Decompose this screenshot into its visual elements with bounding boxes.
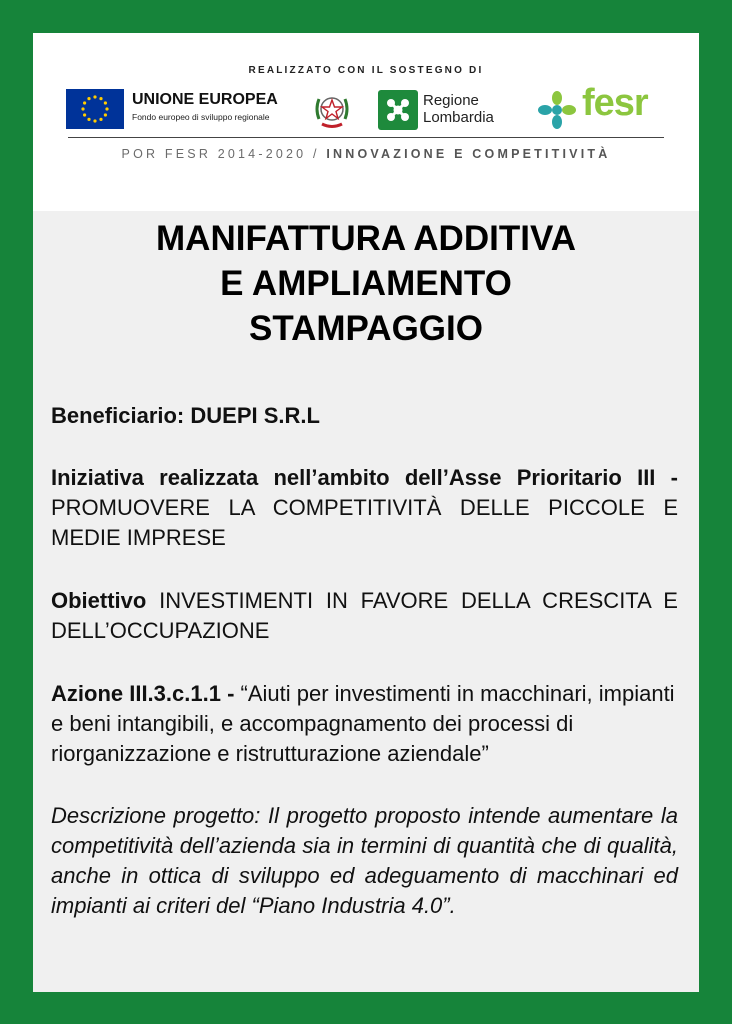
support-text: REALIZZATO CON IL SOSTEGNO DI [248, 65, 484, 76]
azione-text: “Aiuti per investimenti in macchinari, impianti e beni intangibili, e accompagnamento dei processi di riorganizzazione e ristrutturazione aziendale” [51, 681, 675, 766]
logo-band [33, 33, 699, 211]
title-line-1: MANIFATTURA ADDITIVA [156, 219, 576, 258]
title-line-2: E AMPLIAMENTO [220, 264, 512, 303]
eu-flag-icon [66, 89, 124, 129]
lombardia-line: Lombardia [423, 109, 494, 126]
title-line-3: STAMPAGGIO [249, 309, 483, 348]
azione-paragraph [51, 679, 678, 769]
project-title [33, 216, 699, 351]
azione-label: Azione III.3.c.1.1 - [51, 681, 235, 706]
eu-subtitle: Fondo europeo di sviluppo regionale [132, 112, 270, 122]
iniziativa-paragraph [51, 463, 678, 553]
regione-lombardia-logo-icon [378, 90, 418, 130]
iniziativa-text: PROMUOVERE LA COMPETITIVITÀ DELLE PICCOLE E MEDIE IMPRESE [51, 495, 678, 550]
por-prefix: POR FESR 2014-2020 / [121, 147, 320, 161]
eu-title: UNIONE EUROPEA [132, 91, 278, 108]
fesr-logo-icon [536, 89, 578, 131]
logo-divider [68, 137, 664, 138]
iniziativa-label: Iniziativa realizzata nell’ambito dell’Asse Prioritario III - [51, 465, 678, 490]
descrizione-paragraph: Descrizione progetto: Il progetto proposto intende aumentare la competitività dell’azienda sia in termini di quantità che di qualità, anche in ottica di sviluppo ed adeguamento di macchinari ed impianti ai criteri del “Piano Industria 4.0”. [51, 803, 678, 918]
regione-line: Regione [423, 92, 479, 109]
obiettivo-text: INVESTIMENTI IN FAVORE DELLA CRESCITA E DELL’OCCUPAZIONE [51, 588, 678, 643]
project-poster [33, 33, 699, 992]
logo-row [33, 82, 699, 135]
por-line [33, 147, 699, 161]
beneficiario-paragraph [51, 401, 678, 431]
obiettivo-paragraph [51, 586, 678, 646]
beneficiario-text: Beneficiario: DUEPI S.R.L [51, 403, 320, 428]
obiettivo-label: Obiettivo [51, 588, 147, 613]
por-emphasis: INNOVAZIONE E COMPETITIVITÀ [326, 147, 611, 161]
italian-republic-emblem-icon [313, 89, 351, 131]
fesr-wordmark: fesr [582, 82, 648, 124]
regione-lombardia-text [423, 92, 494, 126]
